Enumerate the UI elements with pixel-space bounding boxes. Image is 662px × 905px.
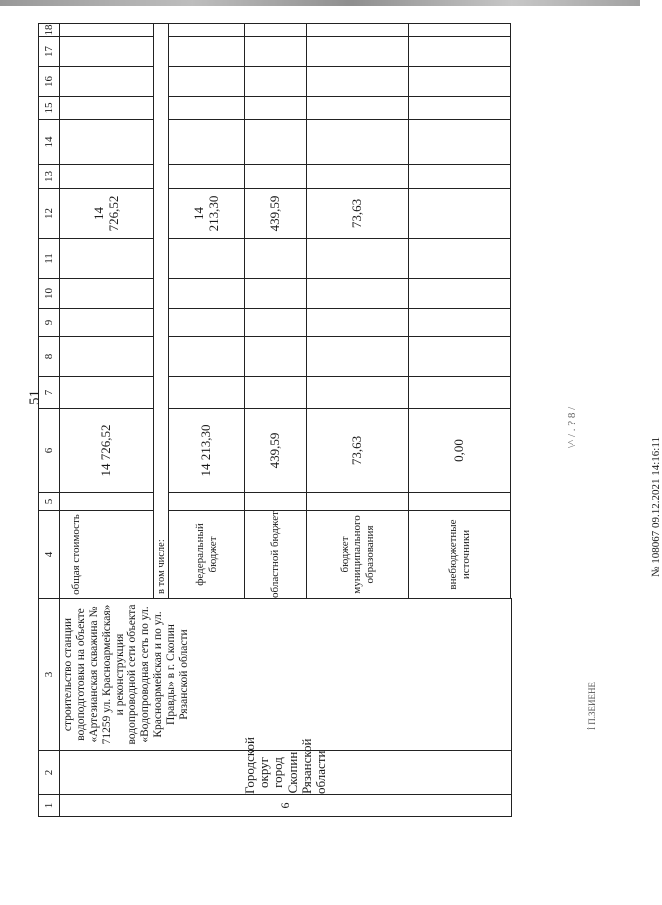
col-header-18: 18: [39, 24, 60, 37]
cell-18: [307, 24, 409, 37]
cell-7: [60, 377, 154, 409]
cell-10: [307, 279, 409, 309]
cell-7: [169, 377, 245, 409]
col-header-13: 13: [39, 165, 60, 189]
cell-6-federal: 14 213,30: [169, 409, 245, 493]
registration-stamp: [650, 257, 662, 577]
source-extrabudgetary: внебюджетные источники: [409, 511, 511, 599]
cell-5: [245, 493, 307, 511]
in-total-label: в том числе:: [154, 24, 169, 599]
col-header-2: 2: [39, 751, 60, 795]
cell-18: [245, 24, 307, 37]
cell-16: [409, 67, 511, 97]
cell-17: [60, 37, 154, 67]
financing-table: [38, 23, 512, 817]
cell-18: [409, 24, 511, 37]
col-header-15: 15: [39, 97, 60, 120]
cell-13: [409, 165, 511, 189]
col-header-16: 16: [39, 67, 60, 97]
cell-12-extrabudgetary: [409, 189, 511, 239]
col-header-10: 10: [39, 279, 60, 309]
cell-12-total: 14 726,52: [60, 189, 154, 239]
cell-5: [307, 493, 409, 511]
cell-18: [169, 24, 245, 37]
cell-17: [409, 37, 511, 67]
cell-10: [245, 279, 307, 309]
cell-8: [409, 337, 511, 377]
cell-10: [60, 279, 154, 309]
cell-8: [245, 337, 307, 377]
cell-8: [60, 337, 154, 377]
cell-9: [307, 309, 409, 337]
col-header-7: 7: [39, 377, 60, 409]
municipality-cell: Городской округ город Скопин Рязанской области: [60, 751, 512, 795]
row-number: 6: [60, 795, 512, 817]
cell-11: [169, 239, 245, 279]
col-header-3: 3: [39, 599, 60, 751]
cell-17: [169, 37, 245, 67]
signature-mark: \^ / . ? 8 /: [566, 406, 578, 448]
col-header-14: 14: [39, 120, 60, 165]
cell-10: [169, 279, 245, 309]
cell-14: [409, 120, 511, 165]
table-row: [60, 24, 154, 817]
cell-11: [409, 239, 511, 279]
cell-17: [307, 37, 409, 67]
source-regional: областной бюджет: [245, 511, 307, 599]
cell-6-extrabudgetary: 0,00: [409, 409, 511, 493]
cell-15: [409, 97, 511, 120]
source-federal: федеральный бюджет: [169, 511, 245, 599]
reg-timestamp: 09.12.2021 14:16:11: [650, 437, 662, 528]
cell-14: [245, 120, 307, 165]
cell-13: [60, 165, 154, 189]
cell-8: [307, 337, 409, 377]
cell-7: [307, 377, 409, 409]
cell-11: [245, 239, 307, 279]
cell-7: [409, 377, 511, 409]
col-header-5: 5: [39, 493, 60, 511]
cell-18: [60, 24, 154, 37]
cell-9: [169, 309, 245, 337]
page-number: 51: [27, 390, 43, 405]
cell-10: [409, 279, 511, 309]
cell-6-total: 14 726,52: [60, 409, 154, 493]
cell-12-federal: 14 213,30: [169, 189, 245, 239]
cell-6-municipal: 73,63: [307, 409, 409, 493]
cell-7: [245, 377, 307, 409]
reg-number: № 108067: [650, 530, 662, 577]
cell-14: [169, 120, 245, 165]
cell-15: [307, 97, 409, 120]
col-header-11: 11: [39, 239, 60, 279]
cell-16: [307, 67, 409, 97]
cell-13: [307, 165, 409, 189]
cell-16: [60, 67, 154, 97]
cell-9: [245, 309, 307, 337]
stamp-mark: İ П.ЗЕИЕНЕ: [587, 682, 597, 730]
cell-9: [409, 309, 511, 337]
header-row: [39, 24, 60, 817]
cell-11: [60, 239, 154, 279]
cell-15: [245, 97, 307, 120]
source-municipal: бюджет муниципального образования: [307, 511, 409, 599]
cell-13: [169, 165, 245, 189]
cell-13: [245, 165, 307, 189]
cell-14: [307, 120, 409, 165]
cell-14: [60, 120, 154, 165]
object-description: строительство станции водоподготовки на объекте «Артезианская скважина № 71259 ул. Красноармейская» и реконструкция водопроводной сети объекта «Водопроводная сеть по ул. Красноармейская и по ул. Правды» в г. Скопин Рязанской области: [60, 599, 512, 751]
cell-15: [169, 97, 245, 120]
col-header-12: 12: [39, 189, 60, 239]
landscape-table-wrapper: [38, 24, 510, 817]
col-header-17: 17: [39, 37, 60, 67]
spacer: [511, 24, 512, 599]
cell-5: [409, 493, 511, 511]
col-header-1: 1: [39, 795, 60, 817]
col-header-4: 4: [39, 511, 60, 599]
col-header-9: 9: [39, 309, 60, 337]
cell-5: [60, 493, 154, 511]
cell-16: [169, 67, 245, 97]
cell-12-municipal: 73,63: [307, 189, 409, 239]
cell-6-regional: 439,59: [245, 409, 307, 493]
cell-8: [169, 337, 245, 377]
col-header-6: 6: [39, 409, 60, 493]
cell-17: [245, 37, 307, 67]
cell-16: [245, 67, 307, 97]
cell-11: [307, 239, 409, 279]
source-total: общая стоимость: [60, 511, 154, 599]
cell-15: [60, 97, 154, 120]
col-header-8: 8: [39, 337, 60, 377]
scan-edge: [0, 0, 640, 6]
cell-9: [60, 309, 154, 337]
cell-12-regional: 439,59: [245, 189, 307, 239]
cell-5: [169, 493, 245, 511]
